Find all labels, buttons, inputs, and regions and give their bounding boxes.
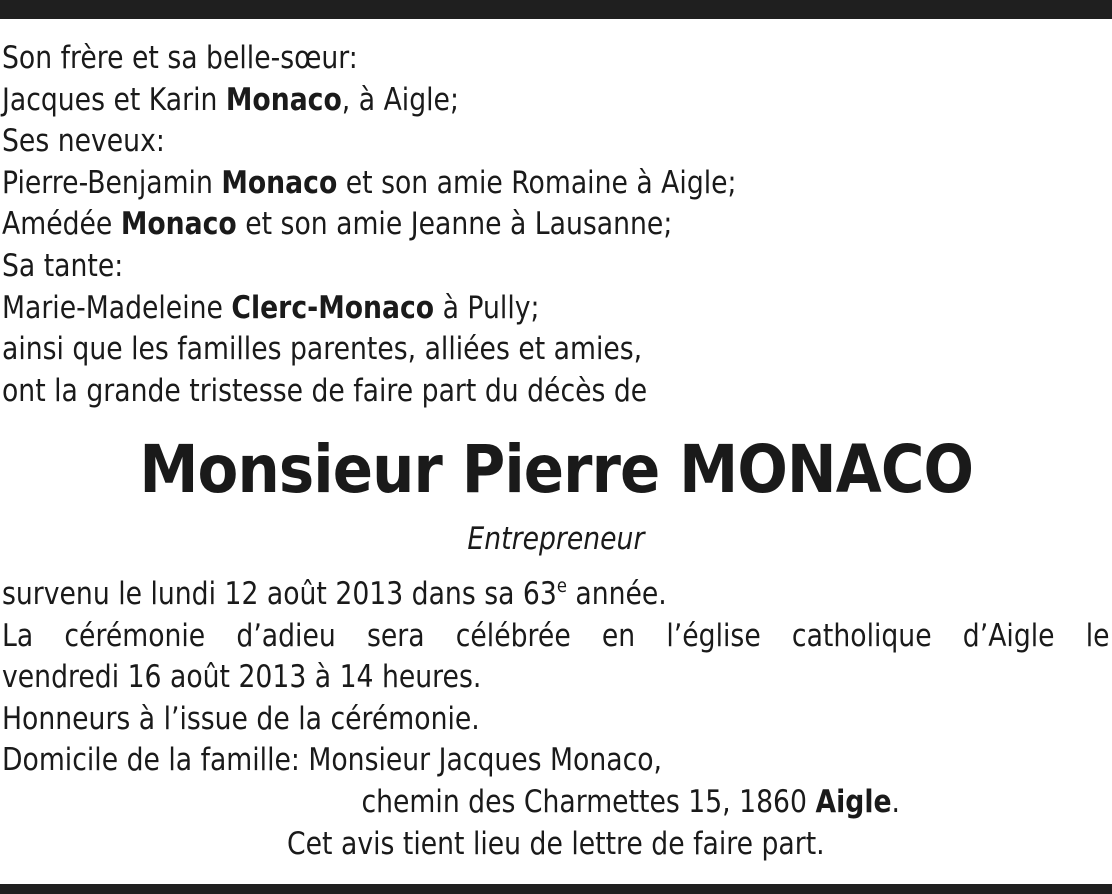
family-line: Marie-Madeleine Clerc-Monaco à Pully;	[2, 289, 540, 326]
ceremony-word: La	[2, 617, 34, 654]
ceremony-word: le	[1085, 617, 1110, 654]
family-line: ainsi que les familles parentes, alliées et amies,	[2, 331, 643, 368]
profession-block	[0, 518, 1112, 560]
ceremony-word: l’église	[666, 617, 761, 654]
ceremony-word: d’adieu	[236, 617, 336, 654]
ceremony-date-line: vendredi 16 août 2013 à 14 heures.	[2, 659, 482, 696]
ceremony-word: catholique	[791, 617, 932, 654]
death-date-line: survenu le lundi 12 août 2013 dans sa 63e année.	[2, 575, 667, 612]
ceremony-word: sera	[366, 617, 425, 654]
deceased-profession: Entrepreneur	[467, 521, 645, 557]
ceremony-line	[2, 616, 1110, 658]
ceremony-word: cérémonie	[64, 617, 206, 654]
ceremony-word: d’Aigle	[962, 617, 1055, 654]
family-line: Son frère et sa belle-sœur:	[2, 40, 358, 76]
deceased-name: Monsieur Pierre MONACO	[139, 431, 973, 508]
ceremony-word: en	[601, 617, 636, 654]
family-line: Amédée Monaco et son amie Jeanne à Lausanne;	[2, 206, 673, 243]
honours-line: Honneurs à l’issue de la cérémonie.	[2, 700, 480, 737]
family-line: Jacques et Karin Monaco, à Aigle;	[2, 81, 459, 118]
ceremony-word: célébrée	[455, 617, 571, 654]
bottom-border-bar	[0, 884, 1112, 894]
address-line: chemin des Charmettes 15, 1860 Aigle.	[361, 783, 901, 820]
deceased-name-block	[0, 430, 1112, 510]
family-line: Ses neveux:	[2, 123, 165, 160]
family-announcement	[2, 38, 1110, 412]
family-line: ont la grande tristesse de faire part du décès de	[2, 372, 648, 409]
closing-line: Cet avis tient lieu de lettre de faire part.	[287, 825, 825, 862]
funeral-details	[2, 574, 1110, 865]
family-line: Sa tante:	[2, 247, 124, 284]
top-border-bar	[0, 0, 1112, 19]
family-line: Pierre-Benjamin Monaco et son amie Romaine à Aigle;	[2, 164, 737, 201]
domicile-line: Domicile de la famille: Monsieur Jacques Monaco,	[2, 742, 663, 779]
